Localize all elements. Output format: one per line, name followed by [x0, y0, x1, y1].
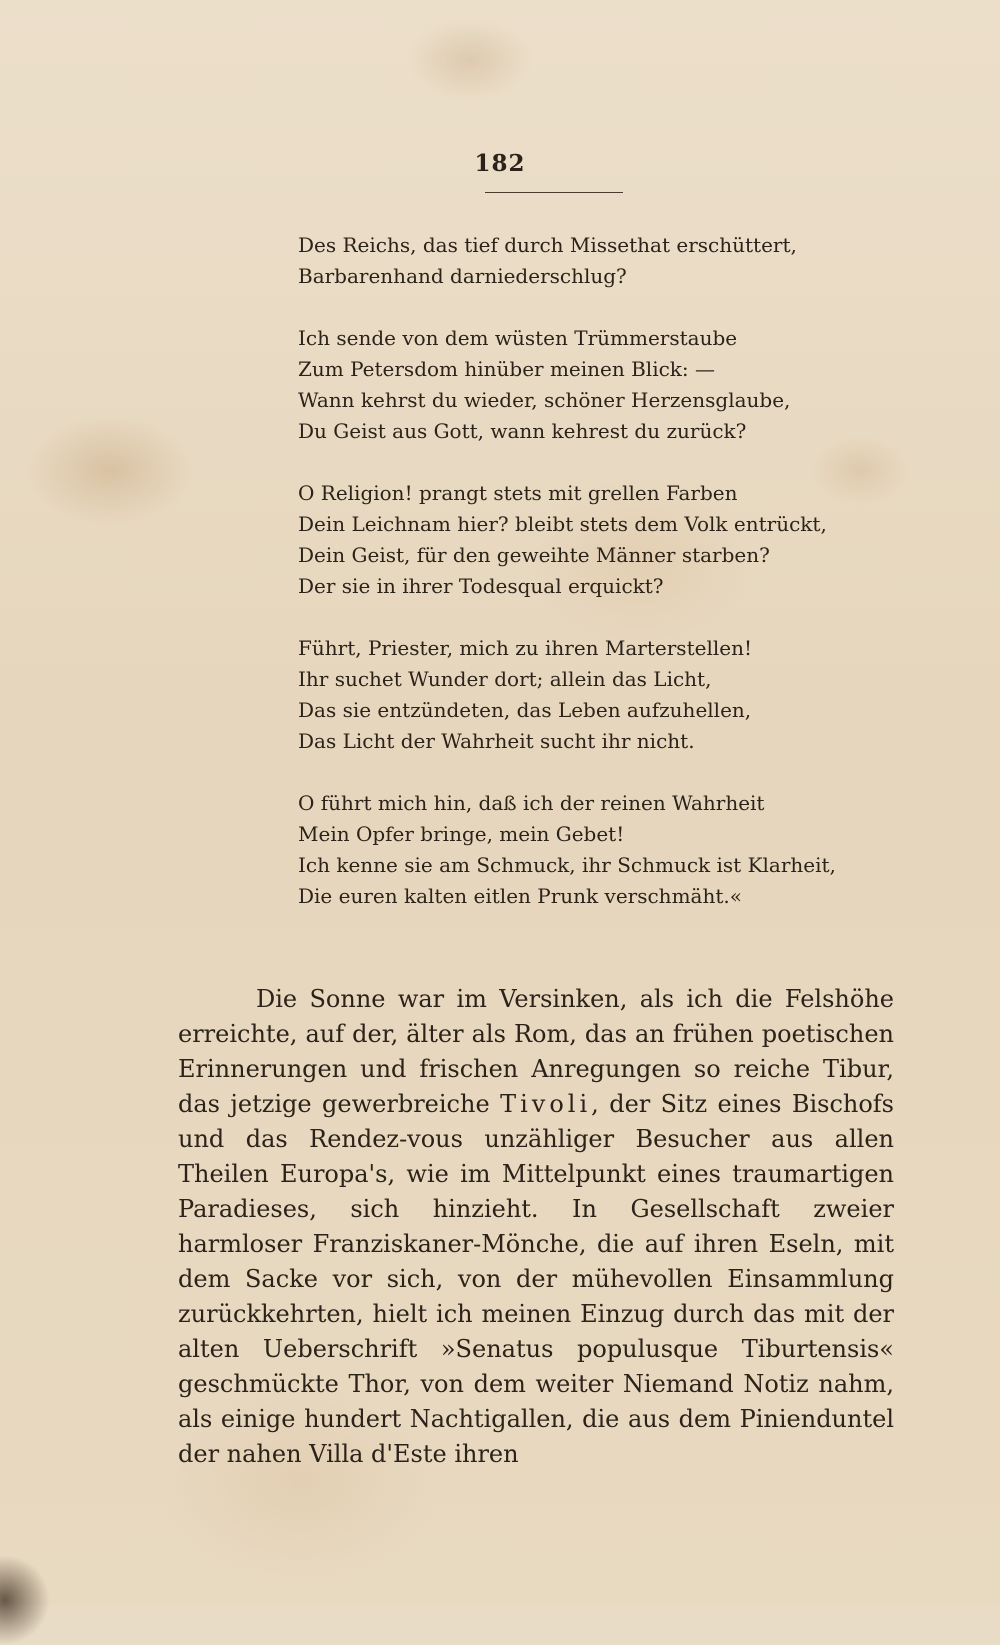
poem-line: Wann kehrst du wieder, schöner Herzensglaube,	[298, 388, 791, 412]
prose-paragraph	[178, 982, 894, 1472]
poem-line: Dein Leichnam hier? bleibt stets dem Volk entrückt,	[298, 512, 827, 536]
poem-line: Barbarenhand darniederschlug?	[298, 264, 627, 288]
poem-line: O Religion! prangt stets mit grellen Farben	[298, 481, 738, 505]
poem-stanza	[298, 788, 858, 912]
poem-line: Ich sende von dem wüsten Trümmerstaube	[298, 326, 738, 350]
poem-stanza	[298, 323, 858, 447]
poem-line: Dein Geist, für den geweihte Männer starben?	[298, 543, 770, 567]
poem-stanza	[298, 633, 858, 757]
poem-line: Das sie entzündeten, das Leben aufzuhellen,	[298, 698, 752, 722]
poem-line: Zum Petersdom hinüber meinen Blick: —	[298, 357, 716, 381]
poem-line: Das Licht der Wahrheit sucht ihr nicht.	[298, 729, 695, 753]
page-number: 182	[474, 150, 526, 177]
poem-line: Ich kenne sie am Schmuck, ihr Schmuck ist Klarheit,	[298, 853, 836, 877]
prose-text-end: , der Sitz eines Bischofs und das Rendez-vous unzähliger Besucher aus allen Theilen Europa's, wie im Mittelpunkt eines traumartigen Paradieses, sich hinzieht. In Gesellschaft zweier harmloser Franziskaner-Mönche, die auf ihren Eseln, mit dem Sacke vor sich, von der mühevollen Einsammlung zurückkehrten, hielt ich meinen Einzug durch das mit der alten Ueberschrift »Senatus populusque Tiburtensis« geschmückte Thor, von dem weiter Niemand Notiz nahm, als einige hundert Nachtigallen, die aus dem Pinienduntel der nahen Villa d'Este ihren	[178, 1090, 895, 1468]
poem	[298, 230, 858, 943]
poem-stanza	[298, 478, 858, 602]
poem-line: Führt, Priester, mich zu ihren Marterstellen!	[298, 636, 752, 660]
poem-line: Des Reichs, das tief durch Missethat erschüttert,	[298, 233, 797, 257]
page-corner-shadow	[0, 1555, 50, 1645]
poem-line: Mein Opfer bringe, mein Gebet!	[298, 822, 625, 846]
poem-stanza	[298, 230, 858, 292]
poem-line: Du Geist aus Gott, wann kehrest du zurück?	[298, 419, 747, 443]
prose-text-start: Die Sonne war im Versinken, als ich die Felshöhe erreichte, auf der, älter als Rom, das an frühen poetischen Erinnerungen und frischen Anregungen so reiche Tibur, das jetzige gewerbreiche	[178, 985, 894, 1118]
page-number-rule	[485, 192, 623, 193]
poem-line: Die euren kalten eitlen Prunk verschmäht.«	[298, 884, 742, 908]
poem-line: Ihr suchet Wunder dort; allein das Licht,	[298, 667, 712, 691]
prose-spaced-word: Tivoli	[500, 1090, 592, 1118]
poem-line: O führt mich hin, daß ich der reinen Wahrheit	[298, 791, 765, 815]
poem-line: Der sie in ihrer Todesqual erquickt?	[298, 574, 664, 598]
